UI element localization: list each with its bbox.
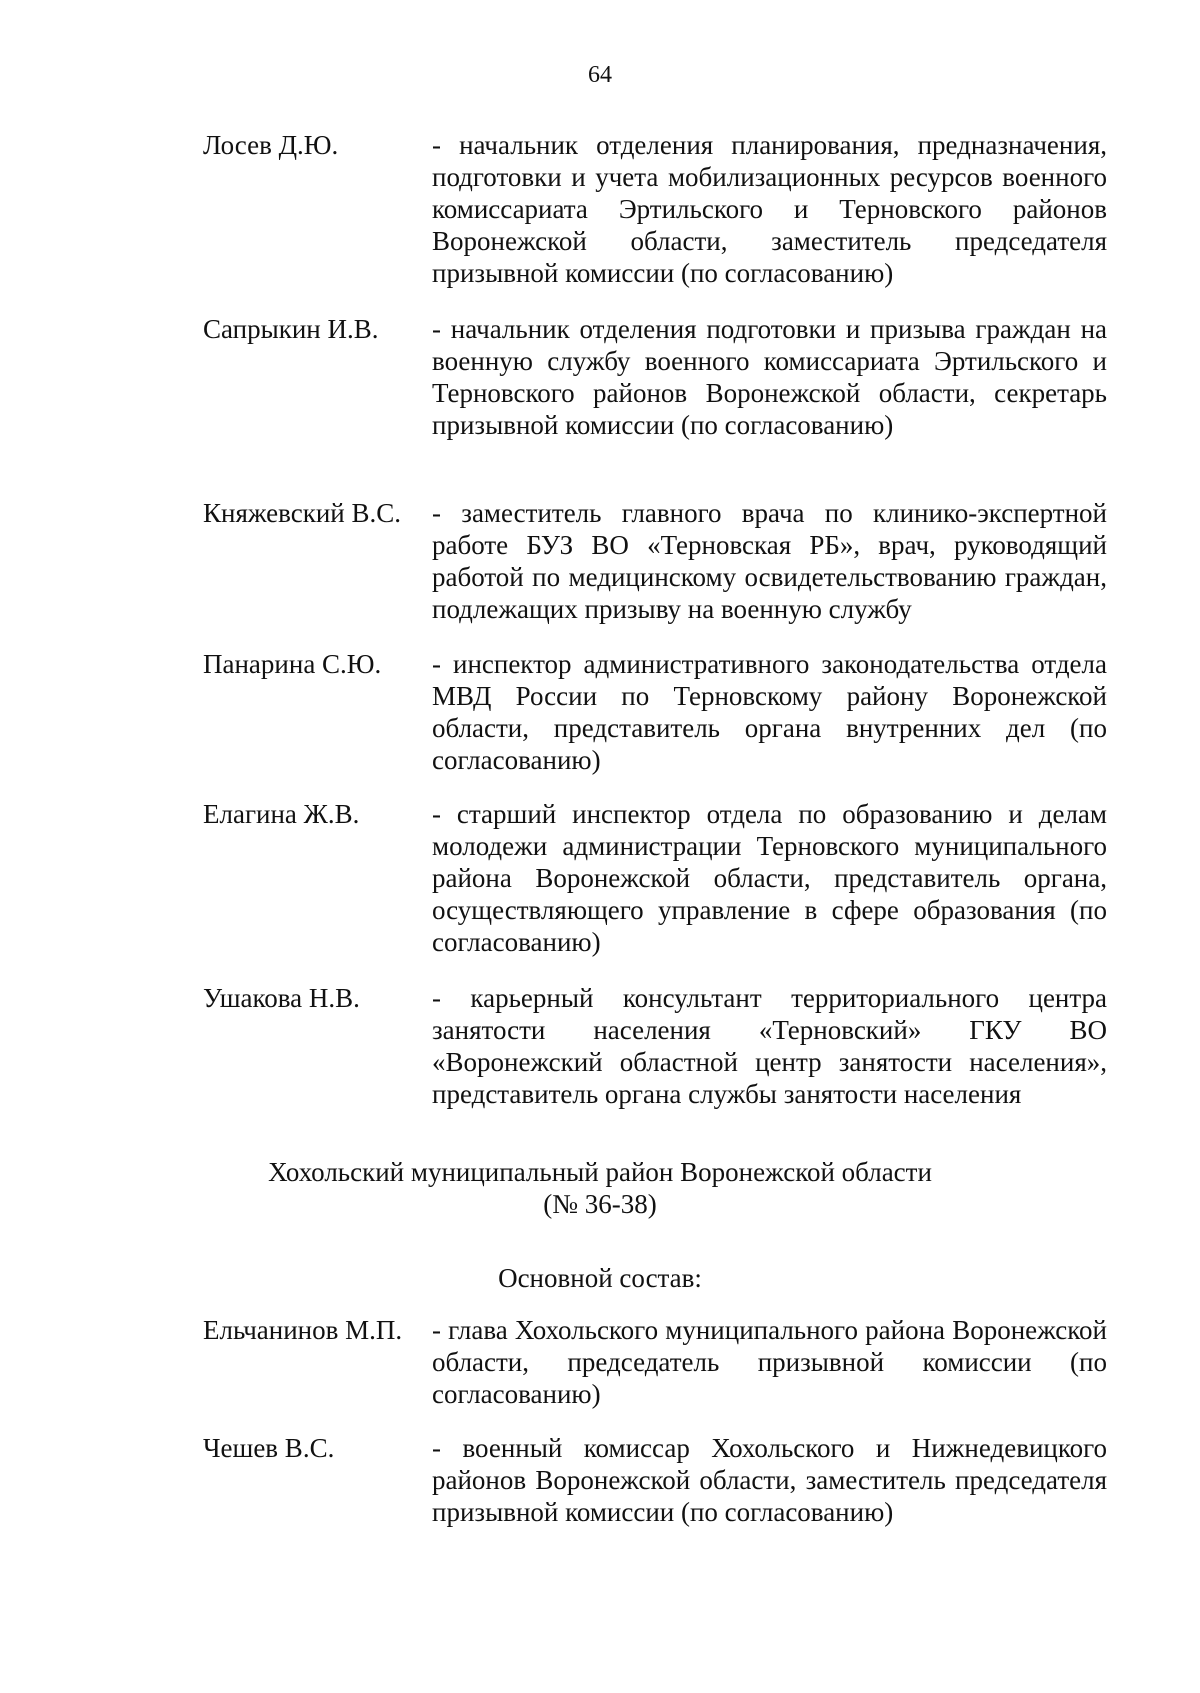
member-name: Княжевский В.С. (203, 498, 402, 528)
section-title: Хохольский муниципальный район Воронежской области (268, 1157, 932, 1187)
member-name: Чешев В.С. (203, 1433, 335, 1463)
member-name: Ушакова Н.В. (203, 983, 360, 1013)
member-name: Панарина С.Ю. (203, 649, 382, 679)
member-role: - инспектор административного законодательства отдела МВД России по Терновскому району Воронежской области, представитель органа внутренних дел (по согласованию) (432, 649, 1107, 775)
section-number: (№ 36-38) (543, 1189, 657, 1219)
member-role: - старший инспектор отдела по образованию и делам молодежи администрации Терновского муниципального района Воронежской области, представитель органа, осуществляющего управление в сфере образования (по согласованию) (432, 799, 1107, 957)
member-role: - военный комиссар Хохольского и Нижнедевицкого районов Воронежской области, заместитель председателя призывной комиссии (по согласованию) (432, 1433, 1107, 1527)
member-role: - начальник отделения планирования, предназначения, подготовки и учета мобилизационных ресурсов военного комиссариата Эртильского и Терновского районов Воронежской области, заместитель председателя призывной комиссии (по согласованию) (432, 130, 1107, 288)
member-role: - заместитель главного врача по клинико-экспертной работе БУЗ ВО «Терновская РБ», врач, руководящий работой по медицинскому освидетельствованию граждан, подлежащих призыву на военную службу (432, 498, 1107, 624)
member-role: - начальник отделения подготовки и призыва граждан на военную службу военного комиссариата Эртильского и Терновского районов Воронежской области, секретарь призывной комиссии (по согласованию) (432, 314, 1107, 440)
page-number: 64 (588, 62, 612, 88)
member-role: - карьерный консультант территориального центра занятости населения «Терновский» ГКУ ВО «Воронежский областной центр занятости населения», представитель органа службы занятости населения (432, 983, 1107, 1109)
member-name: Сапрыкин И.В. (203, 314, 379, 344)
member-name: Елагина Ж.В. (203, 799, 360, 829)
member-role: - глава Хохольского муниципального района Воронежской области, председатель призывной комиссии (по согласованию) (432, 1315, 1107, 1409)
section-subtitle: Основной состав: (498, 1263, 702, 1293)
member-name: Лосев Д.Ю. (203, 130, 339, 160)
member-name: Ельчанинов М.П. (203, 1315, 403, 1345)
